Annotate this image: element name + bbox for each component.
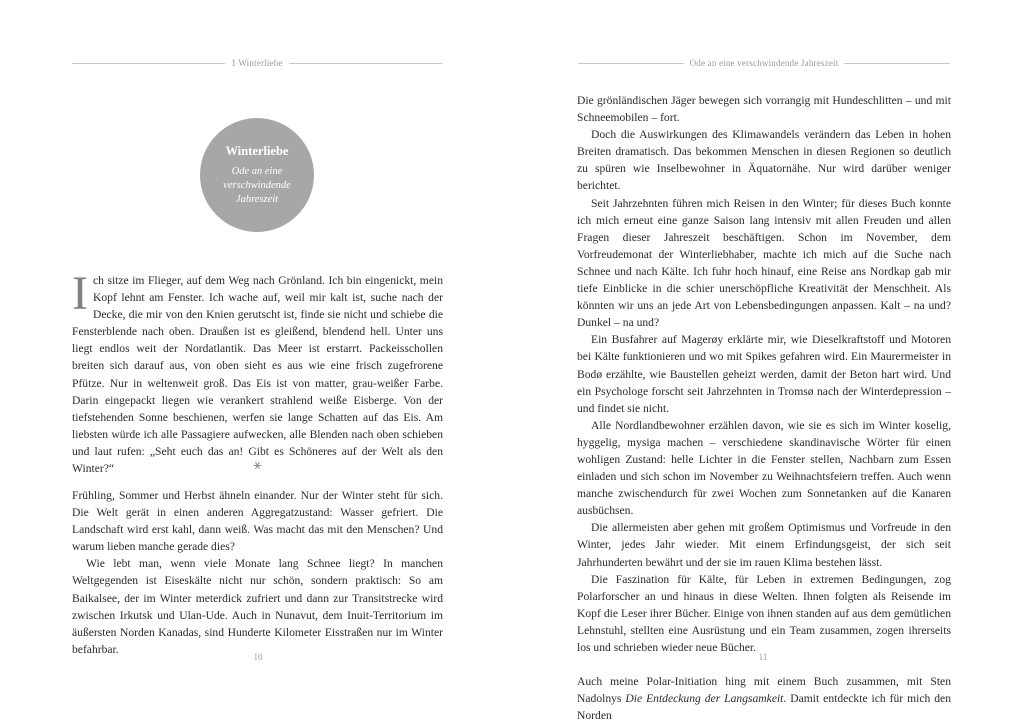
body-paragraph: Frühling, Sommer und Herbst ähneln einander. Nur der Winter steht für sich. Die Welt gerät in einen anderen Aggregatzustand: Wasser gefriert. Die Landschaft wird erst kahl, dann weiß. Was macht das mit den Menschen? Und warum lieben manche gerade dies?	[72, 489, 443, 554]
running-head-rule	[72, 63, 225, 64]
running-head-label: 1 Winterliebe	[231, 58, 283, 68]
opening-text-block	[72, 267, 443, 477]
body-paragraph: Die grönländischen Jäger bewegen sich vorrangig mit Hundeschlitten – und mit Schneemobilen – fort.	[577, 94, 951, 125]
book-title-reference: Die Entdeckung der Langsamkeit	[625, 692, 784, 706]
chapter-subtitle-line: Jahreszeit	[235, 193, 279, 205]
running-head-label: Ode an eine verschwindende Jahreszeit	[689, 58, 839, 68]
opening-paragraph	[72, 267, 443, 477]
right-page	[510, 0, 1020, 721]
body-paragraph: Seit Jahrzehnten führen mich Reisen in den Winter; für dieses Buch konnte ich mich erneut eine ganze Saison lang intensiv mit allen Freuden und allen Fragen dieser Jahreszeit beschäftigen. Schon im November, dem Vorfreudemonat der Winterliebhaber, machte ich mich auf die Suche nach Schnee und nach Kälte. Ich fuhr hoch hinauf, eine Reise ans Nordkap gab mir tiefe Einblicke in die schier unerschöpfliche Kreativität der Menschheit. Als könnten wir uns an jede Art von Lebensbedingungen anpassen. Kalt – na und? Dunkel – na und?	[577, 196, 951, 330]
body-paragraph-last	[577, 673, 951, 724]
drop-cap: I	[72, 267, 88, 320]
paragraph-text: . Damit entdeckte ich für mich den Norden	[577, 692, 951, 723]
chapter-subtitle-line: Ode an eine	[231, 165, 283, 177]
page-number-left: 10	[253, 652, 263, 662]
left-body-text	[72, 487, 443, 658]
body-paragraph: Ein Busfahrer auf Magerøy erklärte mir, wie Dieselkraftstoff und Motoren bei Kälte funktionieren und wo mit Spikes gefahren wird. Ein Maurermeister in Bodø erzählte, wie Baustellen geheizt werden, damit der Beton hart wird. Und ein Psychologe forscht seit Jahrzehnten in Tromsø nach der Winterdepression – und findet sie nicht.	[577, 333, 951, 415]
body-paragraph: Wie lebt man, wenn viele Monate lang Schnee liegt? In manchen Weltgegenden ist Eiseskälte nicht nur schön, sondern praktisch: So am Baikalsee, der im Winter meterdick zufriert und dann zur Transitstrecke wird zwischen Irkutsk und Ulan-Ude. Auch in Nunavut, dem Inuit-Territorium im äußersten Norden Kanadas, sind Hunderte Kilometer Eisstraßen nur im Winter befahrbar.	[72, 557, 443, 656]
left-page	[0, 0, 510, 721]
right-body-text	[577, 92, 951, 724]
page-number-right: 11	[758, 652, 768, 662]
running-head-left	[72, 58, 442, 68]
running-head-rule	[844, 63, 950, 64]
running-head-rule	[289, 63, 442, 64]
paragraph-text: Auch meine Polar-Initiation hing mit einem Buch zusammen, mit Sten Nadolnys	[577, 675, 951, 706]
body-paragraph: Die allermeisten aber gehen mit großem Optimismus und Vorfreude in den Winter, jedes Jahr wieder. Mit einem Erfindungsgeist, der sich seit Jahrhunderten bewährt und der sie im rauen Klima bestehen lässt.	[577, 521, 951, 569]
chapter-subtitle-line: verschwindende	[223, 179, 291, 191]
chapter-title: Winterliebe	[225, 143, 289, 158]
chapter-emblem	[200, 118, 314, 232]
running-head-rule	[578, 63, 684, 64]
opening-paragraph-text: ch sitze im Flieger, auf dem Weg nach Grönland. Ich bin eingenickt, mein Kopf lehnt am Fenster. Ich wache auf, weil mir kalt ist, suche nach der Decke, die mir von den Knien gerutscht ist, finde sie nicht und schiebe die Fensterblende nach oben. Draußen ist es gleißend, blendend hell. Unter uns liegt endlos weit der Nordatlantik. Das Meer ist erstarrt. Packeisschollen breiten sich darauf aus, von oben sieht es aus wie eine frisch zugefrorene Pfütze. Nur in weltenweit groß. Das Eis ist von matter, grau-weißer Farbe. Darin eingepackt liegen wie verankert strahlend weiße Eisberge. Von der tiefstehenden Sonne beschienen, werfen sie lange Schatten auf das Eis. Am liebsten würde ich alle Passagiere aufwecken, alle Blenden nach oben schieben und laut rufen: „Seht euch das an! Gibt es Schöneres auf der Welt als den Winter?“	[72, 274, 443, 476]
body-paragraph: Alle Nordlandbewohner erzählen davon, wie sie es sich im Winter koselig, hyggelig, mysiga machen – verschiedene skandinavische Wörter für einen wohligen Zustand: helle Lichter in die Fenster stellen, Nachbarn zum Essen einladen und sich schon im November zu Weihnachtsfeiern treffen. Auch wenn manche zwischendurch für zwei Wochen zum Sonnetanken auf die Kanaren ausbüchsen.	[577, 418, 951, 518]
running-head-right	[578, 58, 950, 68]
section-ornament: ⚹	[253, 458, 262, 473]
body-paragraph: Die Faszination für Kälte, für Leben in extremen Bedingungen, zog Polarforscher an und hinaus in diese Welten. Ihnen folgten als Reisende im Kopf die Leser ihrer Bücher. Einige von ihnen standen auf aus dem gemütlichen Lehnstuhl, stellten eine Ausrüstung und ein Team zusammen, zogen ihrerseits los und schrieben wieder neue Bücher.	[577, 572, 951, 654]
body-paragraph: Doch die Auswirkungen des Klimawandels verändern das Leben in hohen Breiten dramatisch. Das bekommen Menschen in diesen Regionen so deutlich zu spüren wie Inselbewohner in Äquatornähe. Nur wird darüber weniger berichtet.	[577, 128, 951, 193]
